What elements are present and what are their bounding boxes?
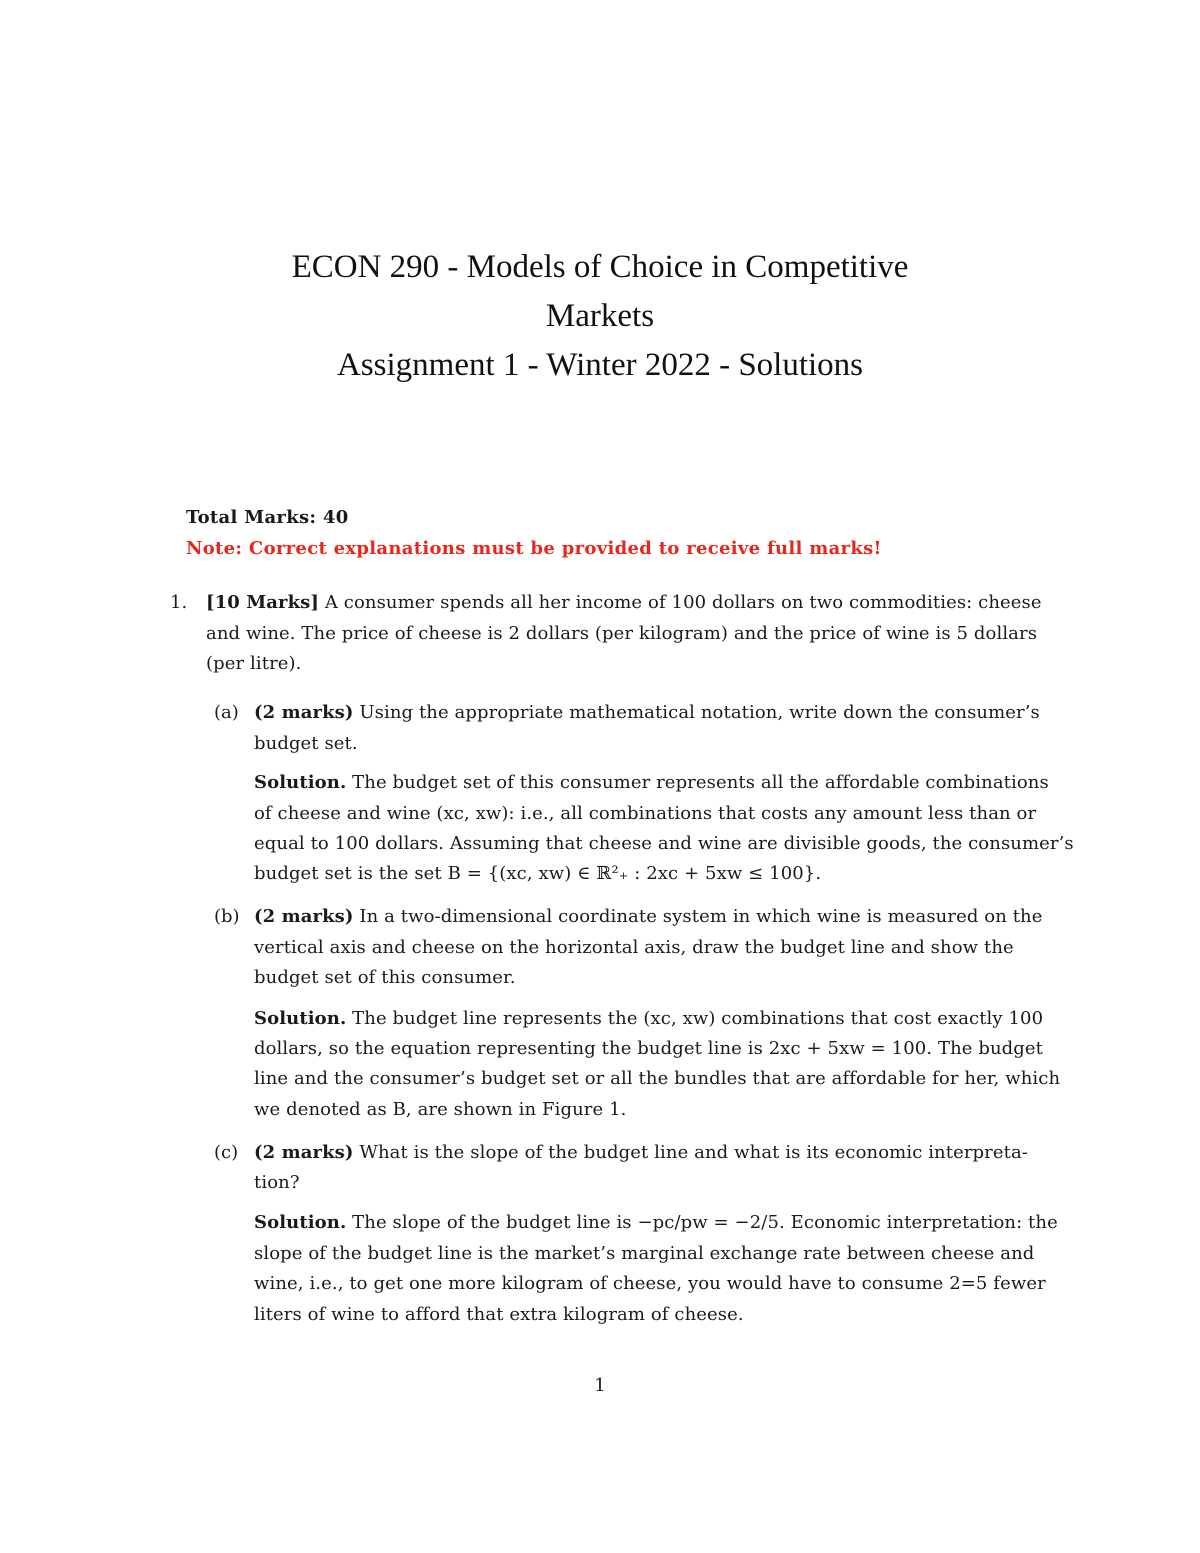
part-b-question-line-2: vertical axis and cheese on the horizontal axis, draw the budget line and show the [254,937,1014,958]
part-a-solution-label: Solution. [254,772,347,793]
part-b-label: (b) [214,906,240,927]
note-warning: Note: Correct explanations must be provided to receive full marks! [186,538,882,559]
part-c-question-text: What is the slope of the budget line and what is its economic interpreta- [359,1142,1028,1163]
question-1-marks: [10 Marks] [206,592,320,613]
part-c-solution-line-3: wine, i.e., to get one more kilogram of cheese, you would have to consume 2=5 fewer [254,1273,1046,1294]
total-marks: Total Marks: 40 [186,507,349,528]
part-b-solution-line-3: line and the consumer’s budget set or all the bundles that are affordable for her, which [254,1068,1061,1089]
part-a-question-text: Using the appropriate mathematical notation, write down the consumer’s [359,702,1040,723]
part-c-solution-line-1 [254,1212,1058,1233]
part-c-solution-line-4: liters of wine to afford that extra kilogram of cheese. [254,1304,744,1325]
title-line-2: Markets [545,298,655,334]
question-1-line-1 [206,592,1042,613]
title-line-3: Assignment 1 - Winter 2022 - Solutions [336,347,864,383]
part-a-solution-line-4: budget set is the set B = {(xc, xw) ∈ ℝ²₊ : 2xc + 5xw ≤ 100}. [254,863,822,884]
part-a-question-line-2: budget set. [254,733,358,754]
part-c-question-line-1 [254,1142,1028,1163]
part-b-marks: (2 marks) [254,906,354,927]
document-title [0,243,1200,390]
question-1-text: A consumer spends all her income of 100 dollars on two commodities: cheese [324,592,1042,613]
part-b-solution-line-1 [254,1008,1043,1029]
question-1-line-2: and wine. The price of cheese is 2 dollars (per kilogram) and the price of wine is 5 dollars [206,623,1038,644]
part-a-label: (a) [214,702,239,723]
part-c-question-line-2: tion? [254,1172,300,1193]
question-1-line-3: (per litre). [206,653,302,674]
part-c-solution-label: Solution. [254,1212,347,1233]
part-a-marks: (2 marks) [254,702,354,723]
part-c-marks: (2 marks) [254,1142,354,1163]
part-b-solution-text: The budget line represents the (xc, xw) combinations that cost exactly 100 [352,1008,1044,1029]
part-a-solution-line-3: equal to 100 dollars. Assuming that cheese and wine are divisible goods, the consumer’s [254,833,1074,854]
part-a-solution-text: The budget set of this consumer represents all the affordable combinations [352,772,1049,793]
part-b-question-line-3: budget set of this consumer. [254,967,516,988]
part-a-question-line-1 [254,702,1040,723]
part-b-question-line-1 [254,906,1043,927]
part-b-solution-line-4: we denoted as B, are shown in Figure 1. [254,1099,627,1120]
title-line-1: ECON 290 - Models of Choice in Competitive [291,249,909,285]
part-b-solution-label: Solution. [254,1008,347,1029]
part-b-solution-line-2: dollars, so the equation representing the budget line is 2xc + 5xw = 100. The budget [254,1038,1043,1059]
question-number: 1. [170,592,188,613]
part-c-solution-line-2: slope of the budget line is the market’s marginal exchange rate between cheese and [254,1243,1035,1264]
part-c-label: (c) [214,1142,239,1163]
part-a-solution-line-2: of cheese and wine (xc, xw): i.e., all combinations that costs any amount less than or [254,803,1037,824]
part-a-solution-line-1 [254,772,1049,793]
part-c-solution-text: The slope of the budget line is −pc/pw = −2/5. Economic interpretation: the [352,1212,1058,1233]
page-number: 1 [594,1375,606,1396]
part-b-question-text: In a two-dimensional coordinate system in which wine is measured on the [359,906,1043,927]
